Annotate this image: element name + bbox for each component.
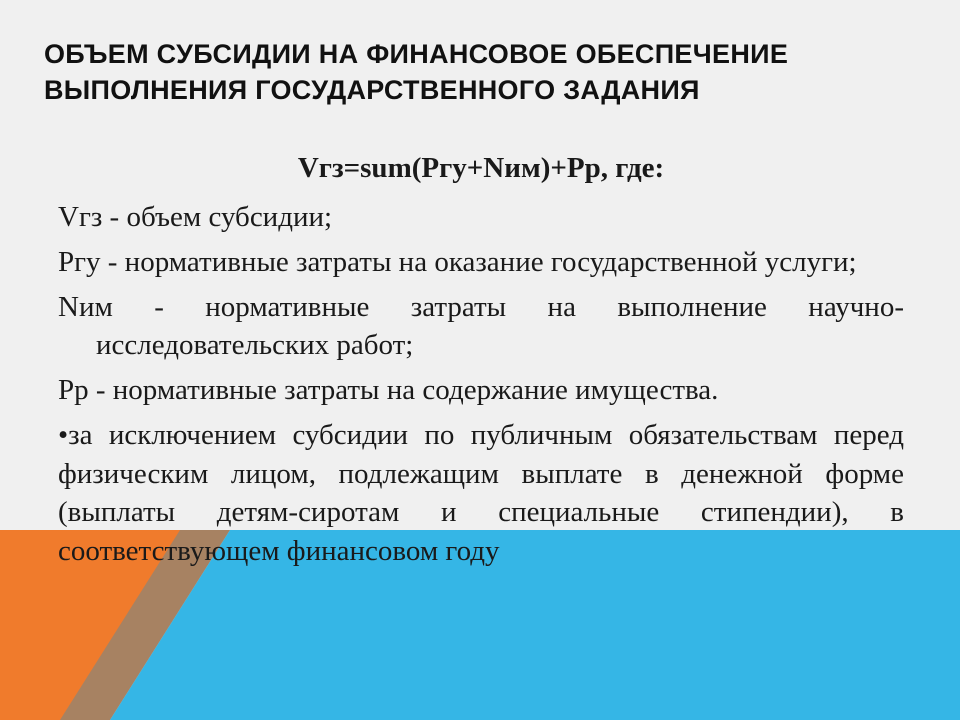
- formula: Vгз=sum(Pгу+Nим)+Pр, где:: [297, 152, 665, 184]
- definition-vgz: Vгз - объем субсидии;: [58, 201, 333, 233]
- exception-note: •за исключением субсидии по публичным обязательствам перед физическим лицом, подлежащим выплате в денежной форме (выплаты детям-сиротам и специальные стипендии), в соответствующем финансовом году: [58, 419, 904, 567]
- slide-content: [58, 150, 904, 570]
- slide-title: ОБЪЕМ СУБСИДИИ НА ФИНАНСОВОЕ ОБЕСПЕЧЕНИЕ ВЫПОЛНЕНИЯ ГОСУДАРСТВЕННОГО ЗАДАНИЯ: [44, 39, 789, 105]
- definition-pr: Pр - нормативные затраты на содержание имущества.: [58, 374, 719, 406]
- definition-nim: Nим - нормативные затраты на выполнение научно-исследовательских работ;: [58, 291, 904, 361]
- definition-pgu: Pгу - нормативные затраты на оказание государственной услуги;: [58, 246, 857, 278]
